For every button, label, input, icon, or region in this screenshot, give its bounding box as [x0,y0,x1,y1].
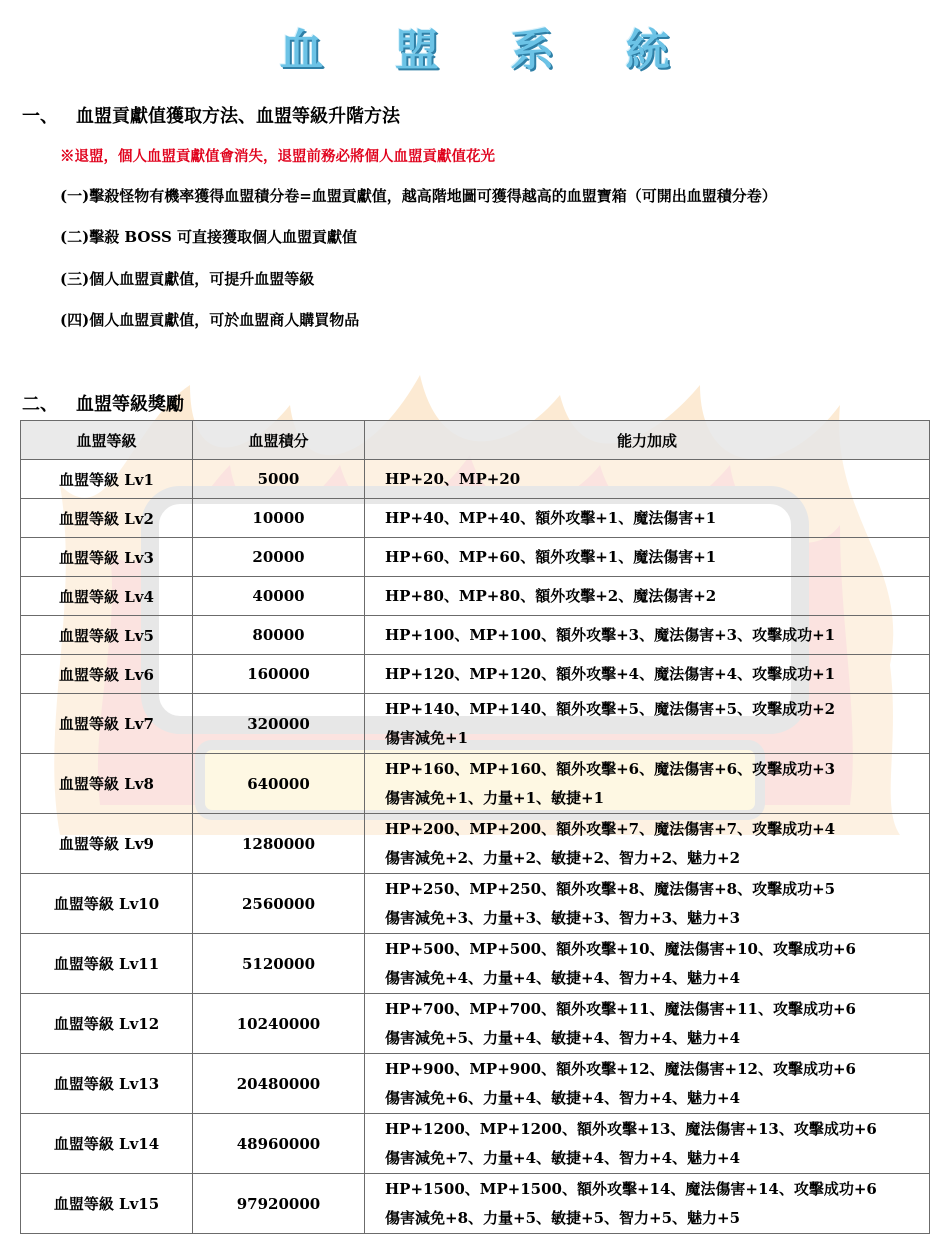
table-row [21,1054,930,1114]
bonus-cell [365,814,930,874]
bonus-cell [365,538,930,577]
bonus-line: 傷害減免+6、力量+4、敏捷+4、智力+4、魅力+4 [385,1088,741,1107]
bonus-line: HP+1200、MP+1200、額外攻擊+13、魔法傷害+13、攻擊成功+6 [385,1119,877,1138]
bonus-line: 傷害減免+1 [385,728,469,747]
bonus-cell [365,1054,930,1114]
points-cell: 20480000 [193,1054,365,1114]
section-2-title: 血盟等級獎勵 [76,394,184,415]
points-cell: 160000 [193,655,365,694]
table-row [21,1174,930,1234]
table-row [21,814,930,874]
bonus-cell [365,616,930,655]
section-1-title: 血盟貢獻值獲取方法、血盟等級升階方法 [76,106,400,127]
points-cell: 2560000 [193,874,365,934]
bonus-line: HP+140、MP+140、額外攻擊+5、魔法傷害+5、攻擊成功+2 [385,699,836,718]
bonus-line: HP+80、MP+80、額外攻擊+2、魔法傷害+2 [385,586,717,605]
level-cell: 血盟等級 Lv1 [21,460,193,499]
bonus-cell [365,499,930,538]
bonus-line: 傷害減免+4、力量+4、敏捷+4、智力+4、魅力+4 [385,968,741,987]
method-item-1: (一)擊殺怪物有機率獲得血盟積分卷=血盟貢獻值，越高階地圖可獲得越高的血盟寶箱（可開出血盟積分卷） [60,187,777,205]
points-cell: 40000 [193,577,365,616]
points-cell: 5120000 [193,934,365,994]
table-row [21,577,930,616]
bonus-line: 傷害減免+5、力量+4、敏捷+4、智力+4、魅力+4 [385,1028,741,1047]
bonus-line: HP+40、MP+40、額外攻擊+1、魔法傷害+1 [385,508,717,527]
level-cell: 血盟等級 Lv12 [21,994,193,1054]
level-cell: 血盟等級 Lv2 [21,499,193,538]
table-row [21,460,930,499]
bonus-cell [365,874,930,934]
section-2-number: 二、 [22,394,58,415]
bonus-cell [365,655,930,694]
bonus-line: HP+100、MP+100、額外攻擊+3、魔法傷害+3、攻擊成功+1 [385,625,836,644]
bonus-line: HP+160、MP+160、額外攻擊+6、魔法傷害+6、攻擊成功+3 [385,759,836,778]
bonus-line: 傷害減免+8、力量+5、敏捷+5、智力+5、魅力+5 [385,1208,741,1227]
bonus-line: HP+900、MP+900、額外攻擊+12、魔法傷害+12、攻擊成功+6 [385,1059,856,1078]
points-cell: 5000 [193,460,365,499]
warning-note: ※退盟，個人血盟貢獻值會消失，退盟前務必將個人血盟貢獻值花光 [60,148,495,165]
points-cell: 10240000 [193,994,365,1054]
header-level: 血盟等級 [21,421,193,460]
level-cell: 血盟等級 Lv15 [21,1174,193,1234]
points-cell: 48960000 [193,1114,365,1174]
table-row [21,538,930,577]
method-item-2: (二)擊殺 BOSS 可直接獲取個人血盟貢獻值 [60,228,357,246]
level-cell: 血盟等級 Lv11 [21,934,193,994]
clan-level-reward-table [20,420,930,1234]
bonus-line: HP+20、MP+20 [385,469,521,488]
bonus-cell [365,460,930,499]
bonus-line: HP+250、MP+250、額外攻擊+8、魔法傷害+8、攻擊成功+5 [385,879,836,898]
level-cell: 血盟等級 Lv4 [21,577,193,616]
bonus-cell [365,1114,930,1174]
points-cell: 320000 [193,694,365,754]
level-cell: 血盟等級 Lv6 [21,655,193,694]
table-row [21,934,930,994]
bonus-line: 傷害減免+7、力量+4、敏捷+4、智力+4、魅力+4 [385,1148,741,1167]
bonus-line: HP+700、MP+700、額外攻擊+11、魔法傷害+11、攻擊成功+6 [385,999,856,1018]
page-title: 血 盟 系 統 [279,25,698,76]
table-header-row [21,421,930,460]
bonus-cell [365,694,930,754]
bonus-line: HP+1500、MP+1500、額外攻擊+14、魔法傷害+14、攻擊成功+6 [385,1179,877,1198]
bonus-cell [365,994,930,1054]
level-cell: 血盟等級 Lv8 [21,754,193,814]
header-bonus: 能力加成 [365,421,930,460]
section-2-heading [22,390,184,416]
table-row [21,1114,930,1174]
level-cell: 血盟等級 Lv7 [21,694,193,754]
bonus-line: HP+60、MP+60、額外攻擊+1、魔法傷害+1 [385,547,717,566]
method-item-4: (四)個人血盟貢獻值，可於血盟商人購買物品 [60,311,360,329]
bonus-line: HP+120、MP+120、額外攻擊+4、魔法傷害+4、攻擊成功+1 [385,664,836,683]
level-cell: 血盟等級 Lv9 [21,814,193,874]
table-row [21,655,930,694]
level-cell: 血盟等級 Lv10 [21,874,193,934]
section-1-number: 一、 [22,106,58,127]
bonus-line: 傷害減免+2、力量+2、敏捷+2、智力+2、魅力+2 [385,848,741,867]
method-item-3: (三)個人血盟貢獻值，可提升血盟等級 [60,270,315,288]
points-cell: 20000 [193,538,365,577]
bonus-cell [365,1174,930,1234]
level-cell: 血盟等級 Lv3 [21,538,193,577]
points-cell: 97920000 [193,1174,365,1234]
bonus-line: 傷害減免+1、力量+1、敏捷+1 [385,788,605,807]
bonus-cell [365,754,930,814]
points-cell: 1280000 [193,814,365,874]
bonus-line: HP+500、MP+500、額外攻擊+10、魔法傷害+10、攻擊成功+6 [385,939,856,958]
table-row [21,754,930,814]
level-cell: 血盟等級 Lv5 [21,616,193,655]
bonus-line: 傷害減免+3、力量+3、敏捷+3、智力+3、魅力+3 [385,908,741,927]
header-points: 血盟積分 [193,421,365,460]
table-row [21,616,930,655]
level-cell: 血盟等級 Lv13 [21,1054,193,1114]
bonus-line: HP+200、MP+200、額外攻擊+7、魔法傷害+7、攻擊成功+4 [385,819,836,838]
table-row [21,499,930,538]
level-cell: 血盟等級 Lv14 [21,1114,193,1174]
bonus-cell [365,934,930,994]
table-row [21,874,930,934]
points-cell: 80000 [193,616,365,655]
points-cell: 640000 [193,754,365,814]
section-1-heading [22,102,400,128]
bonus-cell [365,577,930,616]
points-cell: 10000 [193,499,365,538]
table-row [21,694,930,754]
table-row [21,994,930,1054]
